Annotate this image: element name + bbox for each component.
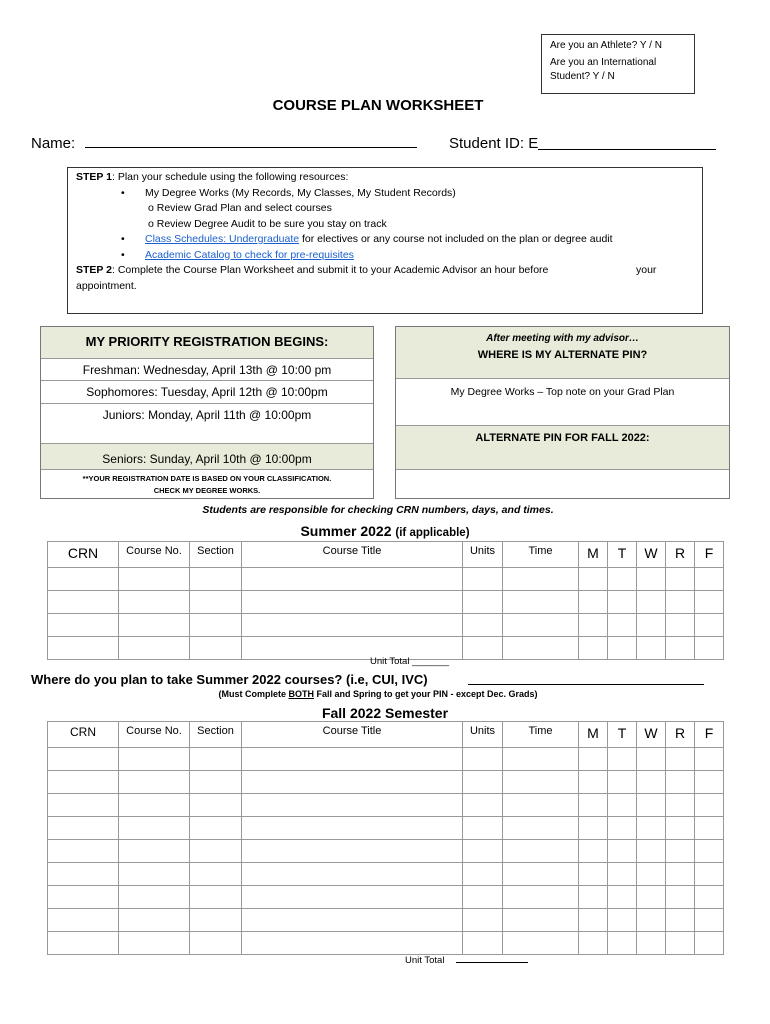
col-section: Section — [190, 722, 242, 748]
class-schedules-link[interactable]: Class Schedules: Undergraduate — [145, 233, 300, 245]
alternate-pin-fall: ALTERNATE PIN FOR FALL 2022: — [396, 426, 729, 470]
col-r: R — [666, 722, 695, 748]
academic-catalog-link[interactable]: Academic Catalog to check for pre-requisites — [145, 248, 354, 261]
col-course-no: Course No. — [119, 542, 190, 568]
must-complete-note — [0, 689, 756, 699]
table-row[interactable] — [48, 863, 724, 886]
table-row[interactable] — [48, 909, 724, 932]
steps-box — [67, 167, 703, 314]
col-section: Section — [190, 542, 242, 568]
table-row[interactable] — [48, 932, 724, 955]
table-row[interactable] — [48, 591, 724, 614]
step2-end: appointment. — [76, 279, 137, 292]
step1-label: STEP 1 — [76, 171, 112, 183]
fall-course-table — [47, 721, 724, 955]
summer-title-text: Summer 2022 — [300, 523, 392, 539]
col-course-no: Course No. — [119, 722, 190, 748]
name-label: Name: — [31, 135, 76, 152]
col-units: Units — [463, 542, 503, 568]
col-w: W — [637, 542, 666, 568]
fall-unit-total: Unit Total — [405, 955, 445, 966]
table-row[interactable] — [48, 817, 724, 840]
priority-registration-box — [40, 326, 374, 499]
step2-line — [76, 263, 694, 279]
col-w: W — [637, 722, 666, 748]
col-f: F — [695, 722, 724, 748]
col-course-title: Course Title — [242, 722, 463, 748]
col-f: F — [695, 542, 724, 568]
table-row[interactable] — [48, 568, 724, 591]
col-units: Units — [463, 722, 503, 748]
sub-degree-audit: o Review Degree Audit to be sure you stay on track — [148, 217, 387, 230]
where-alt-pin: WHERE IS MY ALTERNATE PIN? — [477, 349, 648, 361]
seniors-date: Seniors: Sunday, April 10th @ 10:00pm — [41, 444, 373, 470]
col-m: M — [579, 542, 608, 568]
summer-applicable: (if applicable) — [395, 527, 470, 539]
fall-header-row — [48, 722, 724, 748]
sophomores-date: Sophomores: Tuesday, April 12th @ 10:00pm — [41, 381, 373, 404]
col-time: Time — [503, 542, 579, 568]
table-row[interactable] — [48, 840, 724, 863]
step2-text: : Complete the Course Plan Worksheet and submit it to your Academic Advisor an hour before — [112, 264, 549, 276]
col-r: R — [666, 542, 695, 568]
summer-header-row — [48, 542, 724, 568]
classification-footnote: **YOUR REGISTRATION DATE IS BASED ON YOUR CLASSIFICATION. CHECK MY DEGREE WORKS. — [82, 474, 332, 495]
step2-label: STEP 2 — [76, 264, 112, 276]
col-t: T — [608, 542, 637, 568]
class-schedules-text: for electives or any course not included on the plan or degree audit — [299, 233, 613, 245]
international-question: Are you an International Student? Y / N — [550, 57, 657, 82]
page-title: COURSE PLAN WORKSHEET — [272, 97, 484, 114]
name-input-line[interactable] — [85, 147, 417, 148]
table-row[interactable] — [48, 886, 724, 909]
sub-grad-plan: o Review Grad Plan and select courses — [148, 202, 332, 214]
fall-title: Fall 2022 Semester — [321, 705, 449, 721]
col-course-title: Course Title — [242, 542, 463, 568]
juniors-date: Juniors: Monday, April 11th @ 10:00pm — [41, 404, 373, 444]
summer-unit-total: Unit Total _______ — [370, 656, 450, 667]
alternate-pin-box — [395, 326, 730, 499]
alternate-pin-entry[interactable] — [396, 470, 729, 498]
student-id-input-line[interactable] — [538, 149, 716, 150]
alternate-pin-header — [396, 327, 729, 379]
after-meeting-text: After meeting with my advisor… — [486, 333, 639, 344]
fall-unit-total-line[interactable] — [456, 962, 528, 963]
table-row[interactable] — [48, 748, 724, 771]
name-field-row — [31, 135, 75, 152]
col-crn: CRN — [48, 722, 119, 748]
col-m: M — [579, 722, 608, 748]
bullet-academic-catalog: • Academic Catalog to check for pre-requisites — [121, 248, 354, 261]
must-post: Fall and Spring to get your PIN - except Dec. Grads) — [313, 689, 538, 699]
bullet-class-schedules: • Class Schedules: Undergraduate for electives or any course not included on the plan or degree audit — [121, 233, 613, 245]
step1-text: : Plan your schedule using the following resources: — [112, 171, 349, 183]
athlete-question: Are you an Athlete? Y / N — [550, 40, 662, 51]
table-row[interactable] — [48, 771, 724, 794]
student-id-label: Student ID: E — [449, 135, 539, 152]
col-time: Time — [503, 722, 579, 748]
col-t: T — [608, 722, 637, 748]
col-crn: CRN — [48, 542, 119, 568]
bullet-degree-works-text: My Degree Works (My Records, My Classes, My Student Records) — [145, 186, 456, 199]
step1-line — [76, 170, 694, 186]
summer-location-question: Where do you plan to take Summer 2022 courses? (i.e, CUI, IVC) — [31, 672, 428, 687]
priority-header: MY PRIORITY REGISTRATION BEGINS: — [41, 327, 373, 359]
must-pre: (Must Complete — [218, 689, 289, 699]
summer-course-table — [47, 541, 724, 660]
student-id-row — [449, 135, 538, 152]
freshman-date: Freshman: Wednesday, April 13th @ 10:00 pm — [41, 359, 373, 381]
table-row[interactable] — [48, 794, 724, 817]
step2-your: your — [636, 264, 657, 276]
summer-title — [0, 523, 770, 539]
degree-works-note: My Degree Works – Top note on your Grad Plan — [396, 379, 729, 426]
must-both: BOTH — [288, 689, 314, 699]
bullet-degree-works: • My Degree Works (My Records, My Classes, My Student Records) — [76, 186, 694, 202]
crn-responsibility-note: Students are responsible for checking CRN numbers, days, and times. — [202, 504, 554, 516]
table-row[interactable] — [48, 614, 724, 637]
athlete-intl-box — [541, 34, 695, 94]
summer-location-line[interactable] — [468, 684, 704, 685]
